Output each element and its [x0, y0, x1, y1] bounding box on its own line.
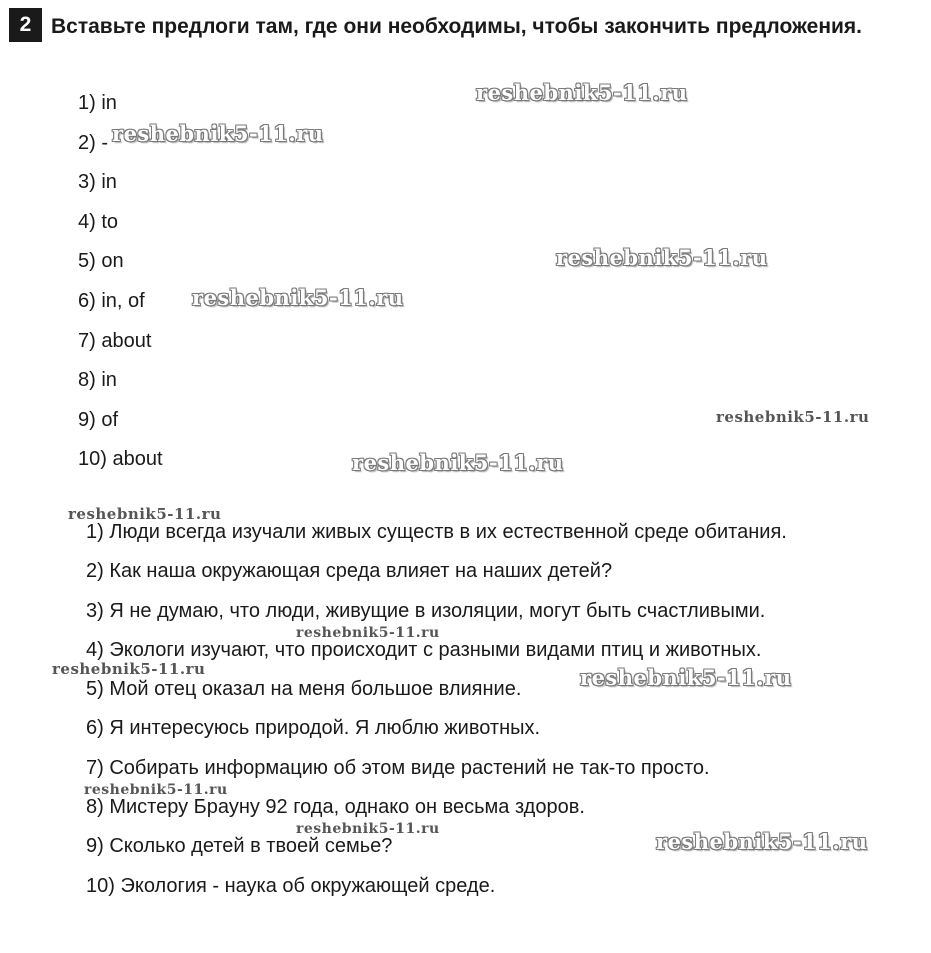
watermark: reshebnik5-11.ru	[52, 660, 206, 678]
answer-item: 9) of	[78, 408, 119, 431]
answer-item: 3) in	[78, 171, 117, 194]
answer-item: 4) to	[78, 210, 119, 233]
task-number-badge: 2	[9, 8, 42, 42]
watermark: reshebnik5-11.ru	[296, 821, 440, 837]
watermark: reshebnik5-11.ru	[192, 285, 404, 310]
translation-item: 2) Как наша окружающая среда влияет на наших детей?	[86, 560, 613, 583]
translation-item: 8) Мистеру Брауну 92 года, однако он весьма здоров.	[86, 796, 585, 819]
answer-item: 10) about	[78, 448, 163, 471]
task-instruction: Вставьте предлоги там, где они необходимы, чтобы закончить предложения.	[51, 15, 863, 38]
translation-item: 5) Мой отец оказал на меня большое влияние.	[86, 678, 522, 701]
watermark: reshebnik5-11.ru	[112, 121, 324, 146]
watermark: reshebnik5-11.ru	[476, 80, 688, 105]
translation-item: 7) Собирать информацию об этом виде растений не так-то просто.	[86, 756, 710, 779]
answer-item: 6) in, of	[78, 289, 145, 312]
answer-item: 8) in	[78, 369, 117, 392]
translation-item: 9) Сколько детей в твоей семье?	[86, 835, 393, 858]
translation-item: 10) Экология - наука об окружающей среде.	[86, 874, 496, 897]
watermark: reshebnik5-11.ru	[580, 665, 792, 690]
watermark: reshebnik5-11.ru	[84, 782, 228, 798]
watermark: reshebnik5-11.ru	[556, 245, 768, 270]
watermark: reshebnik5-11.ru	[716, 408, 870, 426]
translation-item: 3) Я не думаю, что люди, живущие в изоляции, могут быть счастливыми.	[86, 599, 766, 622]
watermark: reshebnik5-11.ru	[296, 625, 440, 641]
translation-item: 4) Экологи изучают, что происходит с разными видами птиц и животных.	[86, 638, 762, 661]
answer-item: 1) in	[78, 92, 117, 114]
translation-item: 1) Люди всегда изучали живых существ в их естественной среде обитания.	[86, 521, 787, 543]
watermark: reshebnik5-11.ru	[656, 829, 868, 854]
answer-item: 5) on	[78, 250, 124, 273]
answer-item: 2) -	[78, 131, 108, 154]
watermark: reshebnik5-11.ru	[352, 450, 564, 475]
answer-item: 7) about	[78, 329, 152, 352]
translation-item: 6) Я интересуюсь природой. Я люблю животных.	[86, 717, 541, 740]
watermark: reshebnik5-11.ru	[68, 505, 222, 523]
